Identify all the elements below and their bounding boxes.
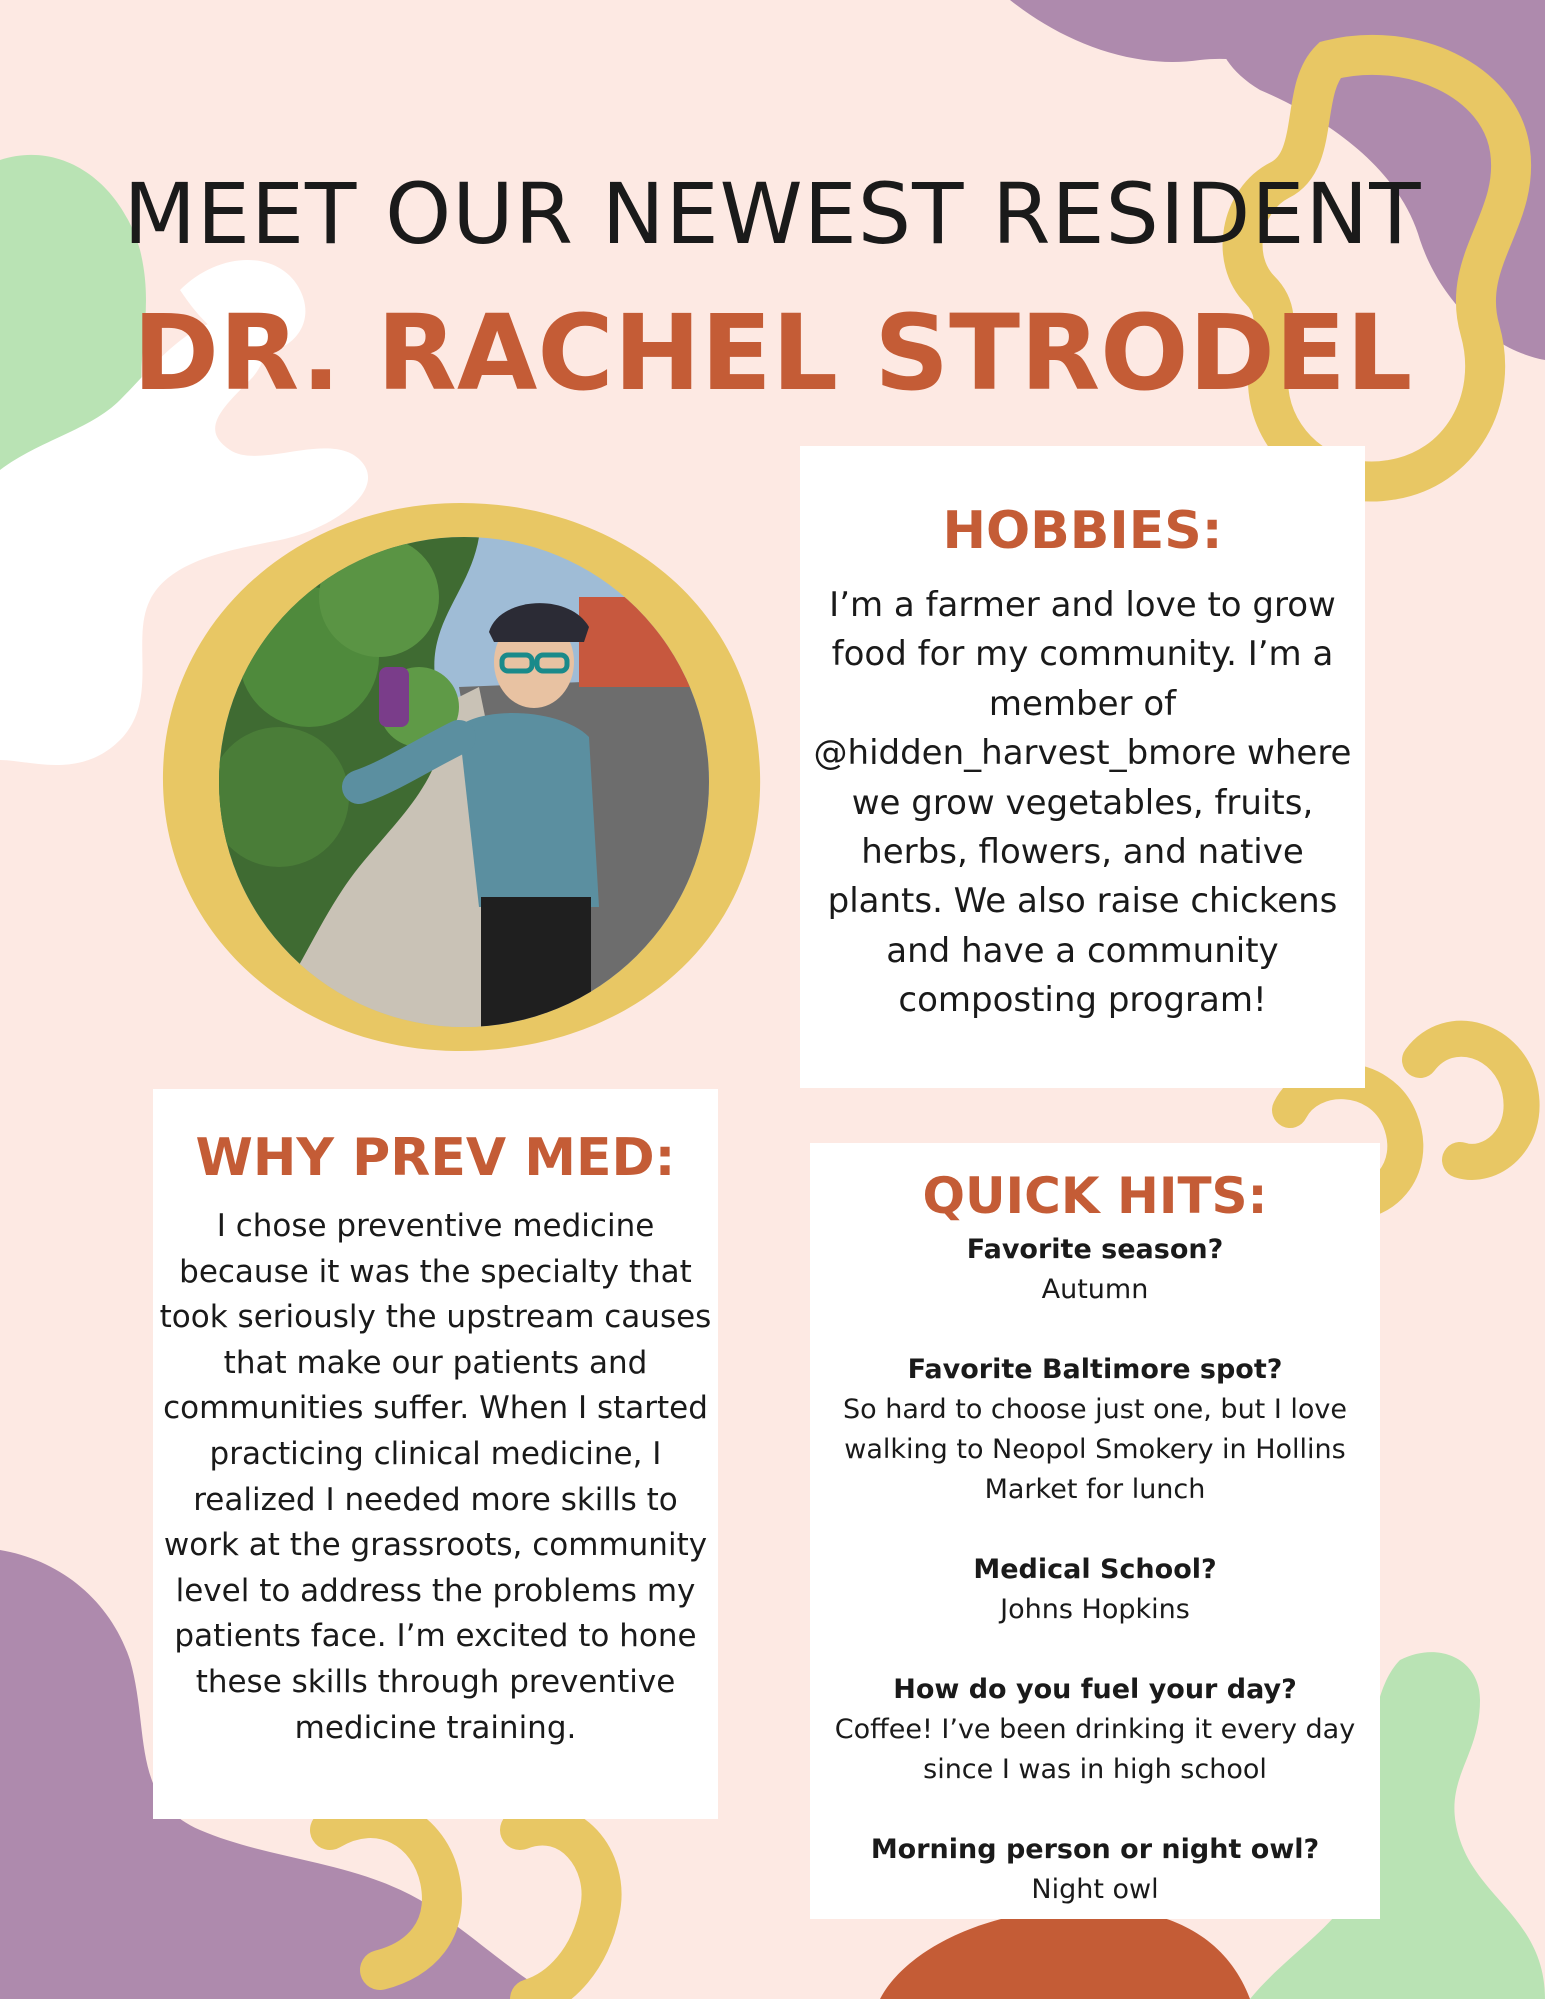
why-prev-med-text: I chose preventive medicine because it was the specialty that took seriously the upstream causes that make our patients and communities suffer. When I started practicing clinical medicine, I realized I needed more skills to work at the grassroots, community level to address the problems my patients face. I’m excited to hone these skills through preventive medicine training. — [159, 1208, 712, 1746]
quick-hit-item — [810, 1670, 1380, 1790]
quick-hit-item — [810, 1550, 1380, 1630]
quick-hit-question: How do you fuel your day? — [893, 1674, 1297, 1705]
hobbies-card — [800, 446, 1365, 1088]
resident-name: DR. RACHEL STRODEL — [132, 292, 1413, 414]
quick-hit-item — [810, 1230, 1380, 1310]
quick-hit-answer: Night owl — [1031, 1874, 1159, 1905]
quick-hits-list — [810, 1230, 1380, 1910]
quick-hit-question: Medical School? — [973, 1554, 1217, 1585]
quick-hit-item — [810, 1830, 1380, 1910]
quick-hit-answer: Autumn — [1041, 1274, 1149, 1305]
quick-hits-title: QUICK HITS: — [922, 1167, 1268, 1225]
why-prev-med-card — [153, 1089, 718, 1819]
quick-hit-answer: Coffee! I’ve been drinking it every day since I was in high school — [834, 1714, 1356, 1785]
quick-hit-question: Favorite season? — [966, 1234, 1224, 1265]
resident-photo — [219, 537, 709, 1027]
quick-hit-answer: So hard to choose just one, but I love walking to Neopol Smokery in Hollins Market for lunch — [842, 1394, 1348, 1505]
quick-hit-question: Favorite Baltimore spot? — [907, 1354, 1283, 1385]
quick-hit-answer: Johns Hopkins — [1000, 1594, 1190, 1625]
header-intro: MEET OUR NEWEST RESIDENT — [123, 165, 1422, 263]
orange-blob-bottom — [880, 1908, 1250, 1999]
quick-hits-card — [810, 1143, 1380, 1919]
why-prev-med-title: WHY PREV MED: — [195, 1128, 676, 1188]
quick-hit-item — [810, 1350, 1380, 1510]
quick-hit-question: Morning person or night owl? — [870, 1834, 1320, 1865]
hobbies-title: HOBBIES: — [942, 501, 1223, 561]
hobbies-text: I’m a farmer and love to grow food for my community. I’m a member of @hidden_harvest_bmore where we grow vegetables, fruits, herbs, flowers, and native plants. We also raise chickens and have a community composting program! — [813, 585, 1352, 1021]
